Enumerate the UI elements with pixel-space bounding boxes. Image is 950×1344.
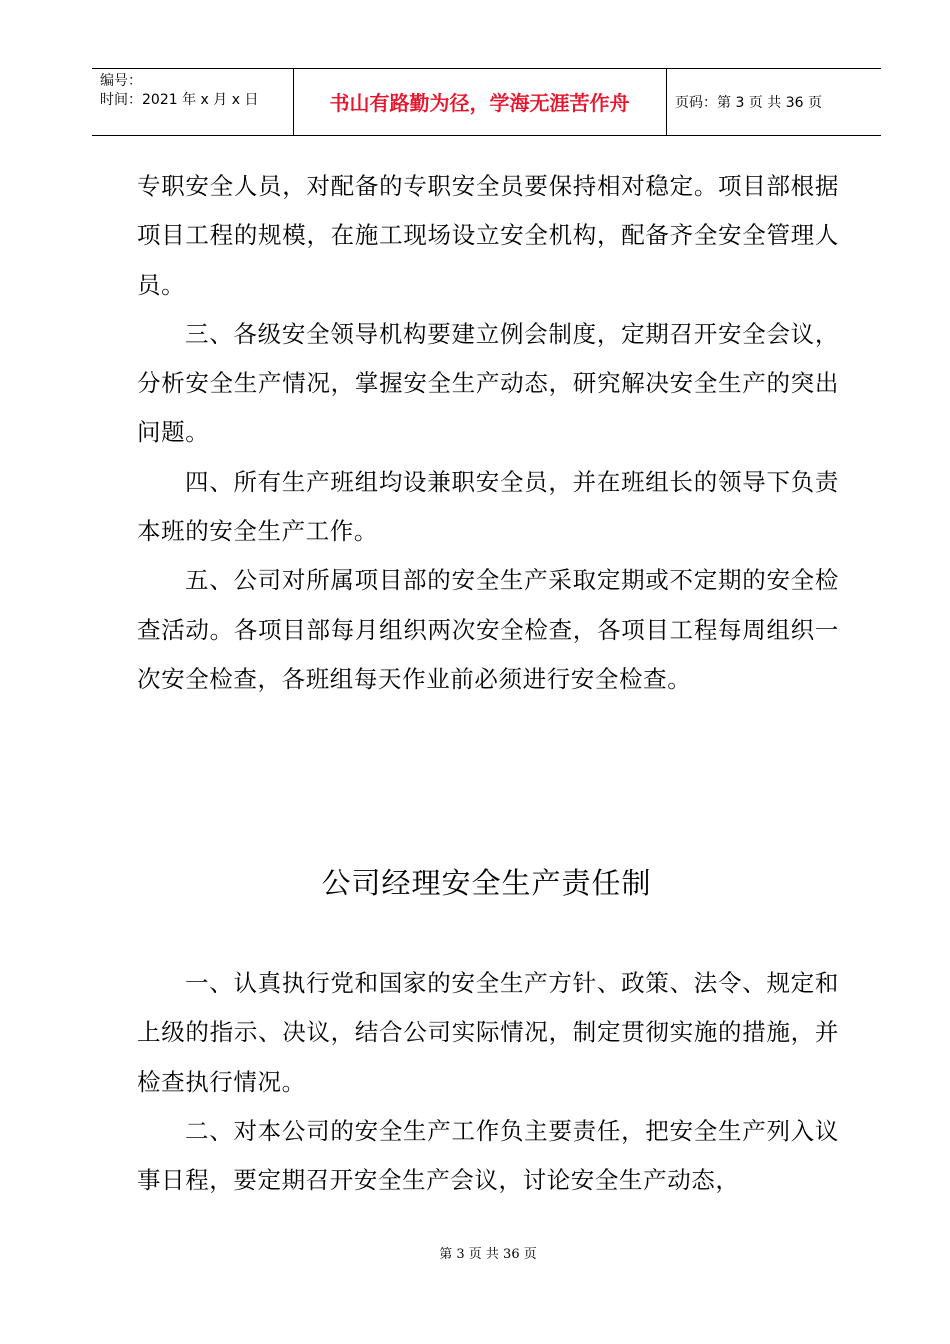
page-footer: 第 3 页 共 36 页 [439,1247,537,1262]
paragraph: 二、对本公司的安全生产工作负主要责任，把安全生产列入议事日程，要定期召开安全生产会议，讨论安全生产动态， [137,1116,839,1195]
paragraph: 一、认真执行党和国家的安全生产方针、政策、法令、规定和上级的指示、决议，结合公司实际情况，制定贯彻实施的措施，并检查执行情况。 [137,969,839,1096]
header-divider-right [666,69,667,135]
header-motto: 书山有路勤为径，学海无涯苦作舟 [329,91,630,115]
date-label: 时间：2021 年 x 月 x 日 [100,92,259,108]
paragraph: 三、各级安全领导机构要建立例会制度，定期召开安全会议，分析安全生产情况，掌握安全生产动态，研究解决安全生产的突出问题。 [137,319,839,447]
section-1-body [137,162,839,704]
paragraph: 五、公司对所属项目部的安全生产采取定期或不定期的安全检查活动。各项目部每月组织两次安全检查，各项目工程每周组织一次安全检查，各班组每天作业前必须进行安全检查。 [137,566,839,693]
document-header [92,68,881,136]
paragraph: 专职安全人员，对配备的专职安全员要保持相对稳定。项目部根据项目工程的规模，在施工现场设立安全机构，配备齐全安全管理人员。 [137,172,839,299]
section-2-body [137,959,839,1205]
header-meta [100,72,258,110]
serial-number-label: 编号： [100,73,142,89]
section-title: 公司经理安全生产责任制 [321,866,652,900]
paragraph: 四、所有生产班组均设兼职安全员，并在班组长的领导下负责本班的安全生产工作。 [137,467,839,546]
header-page-info: 页码：第 3 页 共 36 页 [675,95,822,111]
